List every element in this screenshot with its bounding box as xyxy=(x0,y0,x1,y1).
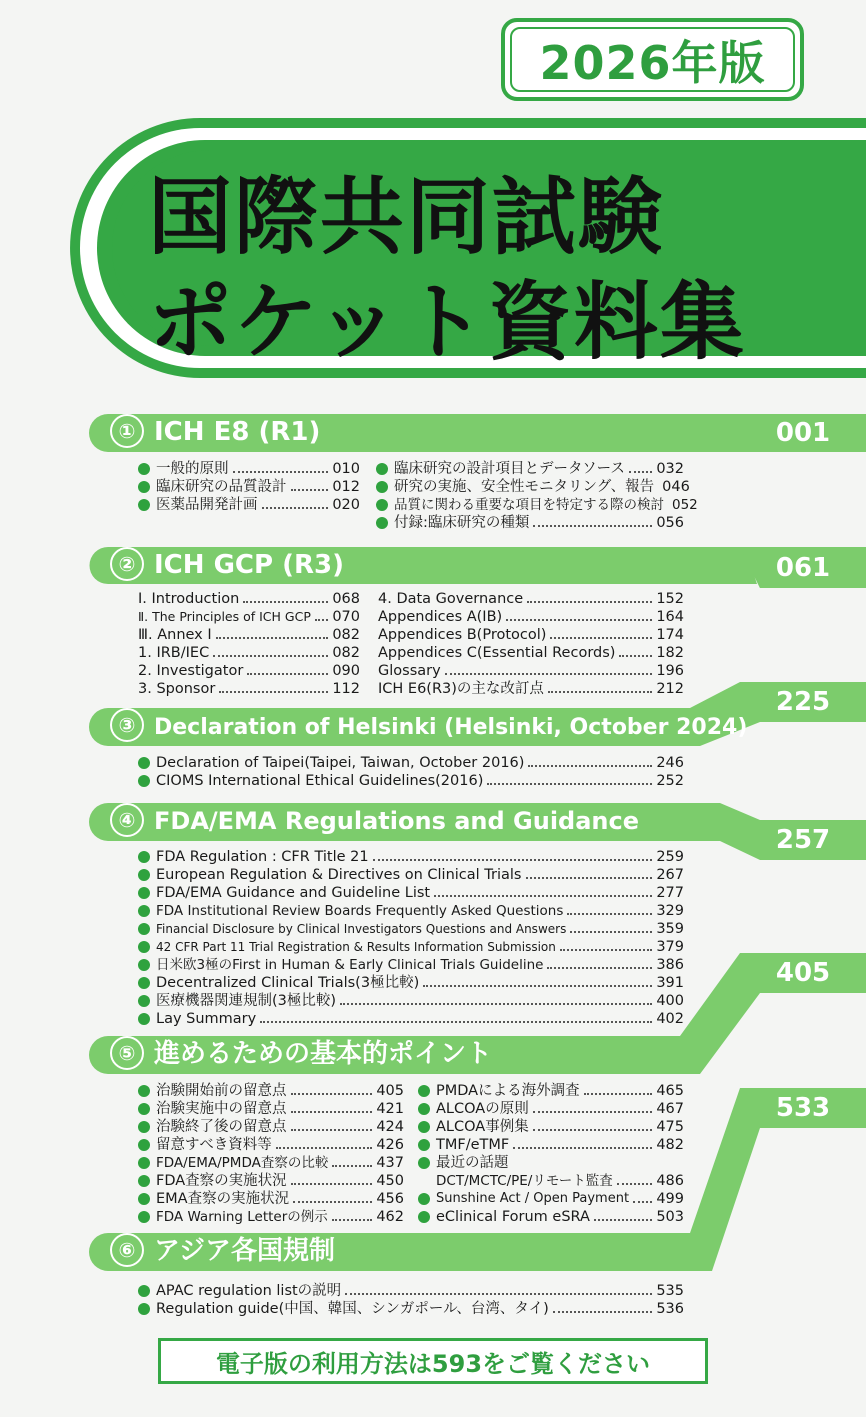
list-item: FDA Warning Letterの例示 462 xyxy=(138,1208,404,1226)
section-6-title-text: アジア各国規制 xyxy=(154,1236,335,1266)
section-3-page: 225 xyxy=(775,687,831,717)
list-item: 42 CFR Part 11 Trial Registration & Results Information Submission 379 xyxy=(138,938,684,956)
list-item: EMA査察の実施状況 456 xyxy=(138,1190,404,1208)
list-item: 臨床研究の設計項目とデータソース 032 xyxy=(376,460,684,478)
section-6-title xyxy=(110,1233,335,1269)
section-5-page: 405 xyxy=(775,958,831,988)
section-4-page: 257 xyxy=(775,825,831,855)
list-item: 3. Sponsor 112 xyxy=(138,681,360,697)
list-item: FDA Regulation : CFR Title 21 259 xyxy=(138,848,684,866)
list-item: TMF/eTMF 482 xyxy=(418,1136,684,1154)
list-item: FDA Institutional Review Boards Frequently Asked Questions 329 xyxy=(138,902,684,920)
list-item: FDA/EMA/PMDA査察の比較 437 xyxy=(138,1154,404,1172)
list-item: ICH E6(R3)の主な改訂点 212 xyxy=(378,681,684,697)
list-item: Decentralized Clinical Trials(3極比較) 391 xyxy=(138,974,684,992)
section-2-number: ② xyxy=(110,547,144,581)
list-item: Sunshine Act / Open Payment 499 xyxy=(418,1190,684,1208)
list-item: 医薬品開発計画 020 xyxy=(138,496,360,514)
list-item: 品質に関わる重要な項目を特定する際の検討 052 xyxy=(376,496,684,514)
list-item: 治験開始前の留意点 405 xyxy=(138,1082,404,1100)
section-3-title-text: Declaration of Helsinki (Helsinki, October 2024) xyxy=(154,715,748,740)
list-item: eClinical Forum eSRA 503 xyxy=(418,1208,684,1226)
list-item: 1. IRB/IEC 082 xyxy=(138,645,360,661)
list-item: Ⅲ. Annex Ⅰ 082 xyxy=(138,627,360,643)
list-item: 一般的原則 010 xyxy=(138,460,360,478)
section-1-title xyxy=(110,414,320,450)
section-6-page: 533 xyxy=(775,1093,831,1123)
section-3-title xyxy=(110,708,747,744)
section-2-title xyxy=(110,547,344,583)
list-item: Appendices B(Protocol) 174 xyxy=(378,627,684,643)
list-item: 留意すべき資料等 426 xyxy=(138,1136,404,1154)
list-item: Ⅱ. The Principles of ICH GCP 070 xyxy=(138,609,360,625)
list-item: 臨床研究の品質設計 012 xyxy=(138,478,360,496)
section-3-number: ③ xyxy=(110,708,144,742)
list-item: 付録:臨床研究の種類 056 xyxy=(376,514,684,532)
section-4-title-text: FDA/EMA Regulations and Guidance xyxy=(154,807,640,835)
list-item: Lay Summary 402 xyxy=(138,1010,684,1028)
section-2-title-text: ICH GCP (R3) xyxy=(154,550,344,580)
section-5-number: ⑤ xyxy=(110,1036,144,1070)
section-1-number: ① xyxy=(110,414,144,448)
list-item: CIOMS International Ethical Guidelines(2016) 252 xyxy=(138,772,684,790)
list-item: 2. Investigator 090 xyxy=(138,663,360,679)
main-title-line1: 国際共同試験 xyxy=(148,168,665,266)
list-item: Declaration of Taipei(Taipei, Taiwan, October 2016) 246 xyxy=(138,754,684,772)
section-2-page: 061 xyxy=(775,553,831,583)
list-item: Financial Disclosure by Clinical Investigators Questions and Answers 359 xyxy=(138,920,684,938)
list-item: Appendices C(Essential Records) 182 xyxy=(378,645,684,661)
list-item: 最近の話題 xyxy=(418,1154,684,1172)
list-item: 研究の実施、安全性モニタリング、報告 046 xyxy=(376,478,684,496)
list-item: Appendices A(IB) 164 xyxy=(378,609,684,625)
list-item: DCT/MCTC/PE/リモート監査 486 xyxy=(436,1173,684,1189)
list-item: FDA査察の実施状況 450 xyxy=(138,1172,404,1190)
section-5-title xyxy=(110,1036,492,1072)
section-6-number: ⑥ xyxy=(110,1233,144,1267)
section-5-title-text: 進めるための基本的ポイント xyxy=(154,1039,493,1069)
list-item: 治験終了後の留意点 424 xyxy=(138,1118,404,1136)
list-item: Regulation guide(中国、韓国、シンガポール、台湾、タイ) 536 xyxy=(138,1300,684,1318)
edition-badge xyxy=(501,18,804,101)
list-item: PMDAによる海外調査 465 xyxy=(418,1082,684,1100)
section-4-number: ④ xyxy=(110,803,144,837)
footer-note: 電子版の利用方法は593をご覧ください xyxy=(158,1338,708,1384)
list-item: 日米欧3極のFirst in Human & Early Clinical Trials Guideline 386 xyxy=(138,956,684,974)
list-item: FDA/EMA Guidance and Guideline List 277 xyxy=(138,884,684,902)
list-item: Glossary 196 xyxy=(378,663,684,679)
list-item: 治験実施中の留意点 421 xyxy=(138,1100,404,1118)
list-item: European Regulation & Directives on Clinical Trials 267 xyxy=(138,866,684,884)
section-1-page: 001 xyxy=(775,418,831,448)
main-title-line2: ポケット資料集 xyxy=(148,273,746,371)
section-4-title xyxy=(110,803,639,839)
list-item: ALCOAの原則 467 xyxy=(418,1100,684,1118)
list-item: 4. Data Governance 152 xyxy=(378,591,684,607)
list-item: APAC regulation listの説明 535 xyxy=(138,1282,684,1300)
section-1-title-text: ICH E8 (R1) xyxy=(154,417,321,447)
list-item: Ⅰ. Introduction 068 xyxy=(138,591,360,607)
list-item: ALCOA事例集 475 xyxy=(418,1118,684,1136)
list-item: 医療機器関連規制(3極比較) 400 xyxy=(138,992,684,1010)
edition-label: 2026年版 xyxy=(510,27,795,92)
